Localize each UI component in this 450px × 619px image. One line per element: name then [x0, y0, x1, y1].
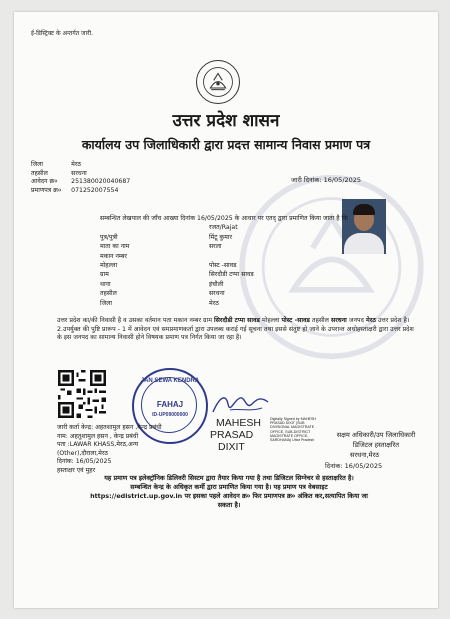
certificate-body: उत्तर प्रदेश का/की निवासी है व उसका वर्तमान पता मकान नम्बर ग्राम सिरदौडी टप्पा सावड मोहल्ला पोस्ट -सावड तहसील सरधना जनपद मेरठ उत्तर प्रदेश है। 2.उपर्युक्त की पुष्टि प्रारूप - 1 में आवेदन एवं समप्रमाणकर्ता द्वारा उपलब्ध कराई गई सूचना तथा इससे संतुष्ट हो जाने के उपरान्त अधोहस्ताक्षरी द्वारा उत्तर प्रदेश के इस जनपद का सामान्य निवासी होने विषयक प्रमाण पत्र निर्गत किया जा रहा है। [57, 317, 414, 342]
footer-note: यह प्रमाण पत्र इलेक्ट्रॉनिक डिलिवरी सिस्टम द्वारा तैयार किया गया है तथा डिजिटल सिग्नेचर से हस्ताक्षरित है। सम्बन्धित केन्द्र के अधिकृत कर्मी द्वारा प्रमाणित किया गया है। यह प्रमाण पत्र वेबसाइट https://edistrict.up.gov.in पर इसका पहले आवेदन क्र० फिर प्रमाणपत्र क्र० अंकित कर,सत्यापित किया जा सकता है। [29, 474, 429, 510]
digital-signature-details: Digitally Signed by MAHESH PRASAD DIXIT (SUB DIVISIONAL MAGISTRATE OFFICE, SUB-DISTRICT MAGISTRATE OFFICE, SARDHANA) Uttar Pradesh [270, 417, 316, 443]
detail-row-house: मकान नम्बर [100, 252, 127, 260]
meta-row-application-no: आवेदन क्र० 251380020040687 [31, 178, 131, 186]
issuing-center: जारी कर्ता केन्द्र: अहतशामुल हसन ,केन्द्र प्रबंधी [57, 424, 162, 431]
meta-table [31, 161, 140, 195]
details-intro: सम्बन्धित लेखपाल की जाँच आख्या दिनांक 16/05/2025 के आधार पर एतद् द्वारा प्रमाणित किया जाता है कि [100, 215, 348, 222]
issuer-address-line2: (Other),दौराला,मेरठ [57, 449, 108, 457]
detail-row-district: जिला मेरठ [100, 299, 219, 307]
verification-link-line: https://edistrict.up.gov.in पर इसका पहले आवेदन क्र० फिर प्रमाणपत्र क्र० अंकित कर,सत्यापित किया जा [90, 492, 368, 500]
detail-row-tehsil: तहसील सरधना [100, 290, 225, 298]
certificate-subtitle: कार्यालय उप जिलाधिकारी द्वारा प्रदत्त सामान्य निवास प्रमाण पत्र [81, 137, 371, 152]
issuer-date: दिनांक: 16/05/2025 [57, 458, 112, 466]
up-emblem-icon [196, 60, 240, 104]
qr-code [58, 370, 106, 418]
handwritten-signature [210, 390, 272, 420]
issue-date: जारी दिनांक: 16/05/2025 [291, 176, 362, 184]
issuer-address-line1: पता :LAWAR KHASS,मेरठ,अन्य [57, 441, 139, 449]
detail-row-mother: माता का नाम सरला [100, 243, 222, 251]
post-highlight: पोस्ट -सावड [281, 317, 310, 324]
detail-row-police-station: थाना इंचौली [100, 280, 224, 288]
detail-row-parent: पुत्र/पुत्री मिंटू कुमार [100, 233, 232, 241]
authority-location: सरधना,मेरठ [350, 451, 380, 459]
detail-row-locality: मोहल्ला पोस्ट -सावड [100, 262, 237, 270]
village-highlight: सिरदौडी टप्पा सावड [214, 317, 260, 324]
detail-row-village: ग्राम सिरदौडी टप्पा सावड [100, 271, 254, 279]
issuing-center-block [57, 424, 162, 476]
meta-row-certificate-no: प्रमाणपत्र क्र० 071252007554 [31, 186, 119, 194]
certificate-page: ई-डिस्ट्रिक्ट के अन्तर्गत जारी. उत्तर प्रदेश शासन कार्यालय उप जिलाधिकारी द्वारा प्रदत्त सामान्य निवास प्रमाण पत्र जिला मेरठ तहसील सरधना आवेदन क्र० 251380020040687 प्रमाणपत्र क्र० 071252007554 जारी दिनांक: 16/05/2025 सम्बन्धित लेखपाल की जाँच आख्या दिनांक 16/05/2025 के आधार पर एतद् द्वारा प्रमाणित किया जाता है कि रजत/Rajat पुत्र/पुत्री मिंटू कुमार माता का नाम सरला मकान नम्बर मोहल्ला पोस्ट -सावड ग्राम सिरदौडी टप्पा सावड थाना इंचौली तहसील सरधना जिला मेरठ उत्तर प्रदेश का/की निवासी है व उसका वर्तमान पता मकान नम्बर ग्राम सिरदौडी टप्पा सावड मोहल्ला पोस्ट -सावड तहसील सरधना जनपद मेरठ उत्तर प्रदेश है। 2.उपर्युक्त की पुष्टि प्रारूप - 1 में आवेदन एवं समप्रमाणकर्ता द्वारा उपलब्ध कराई गई सूचना तथा इससे संतुष्ट हो जाने के उपरान्त अधोहस्ताक्षरी द्वारा उत्तर प्रदेश के इस जनपद का सामान्य निवासी होने विषयक प्रमाण पत्र निर्गत किया जा रहा है। JAN SEWA KENDRA FAHAJ ID-UP09000000 जारी कर्ता केन्द्र: अहतशामुल हसन ,केन्द्र प्रबंधी नाम: अहतुशामुल हसन , केन्द्र प्रबंधी पता :LAWAR KHASS,मेरठ,अन्य (Other),दौराला,मेरठ दिनांक: 16/05/2025 हस्ताक्षर एवं मुहर MAHESH PRASAD DIXIT Digitally Signed by MAHESH PRASAD DIXIT (SUB DIVISIONAL MAGISTRATE OFFICE, SUB-DISTRICT MAGISTRATE OFFICE, SARDHANA) Uttar Pradesh सक्षम अधिकारी/उप जिलाधिकारी डिजिटल हस्ताक्षरित सरधना,मेरठ दिनांक: 16/05/2025 यह प्रमाण पत्र इलेक्ट्रॉनिक डिलिवरी सिस्टम द्वारा तैयार किया गया है तथा डिजिटल सिग्नेचर से हस्ताक्षरित है। सम्बन्धित केन्द्र के अधिकृत कर्मी द्वारा प्रमाणित किया गया है। यह प्रमाण पत्र वेबसाइट https://edistrict.up.gov.in पर इसका पहले आवेदन क्र० फिर प्रमाणपत्र क्र० अंकित कर,सत्यापित किया जा सकता है। [14, 12, 438, 608]
authority-signature: सक्षम अधिकारी/उप जिलाधिकारी डिजिटल हस्ताक्षरित [336, 431, 416, 449]
issuer-signature-label: हस्ताक्षर एवं मुहर [57, 466, 96, 474]
meta-row-district: जिला मेरठ [31, 161, 81, 168]
header-note: ई-डिस्ट्रिक्ट के अन्तर्गत जारी. [31, 30, 93, 37]
meta-row-tehsil: तहसील सरधना [31, 169, 87, 177]
authority-date: दिनांक: 16/05/2025 [325, 462, 383, 470]
tehsil-highlight: सरधना [330, 317, 347, 324]
issuer-name: नाम: अहतुशामुल हसन , केन्द्र प्रबंधी [57, 432, 139, 440]
confirmation-paragraph: 2.उपर्युक्त की पुष्टि प्रारूप - 1 में आवेदन एवं समप्रमाणकर्ता द्वारा उपलब्ध कराई गई सूचना तथा इससे संतुष्ट हो जाने के उपरान्त अधोहस्ताक्षरी द्वारा उत्तर प्रदेश के इस जनपद का सामान्य निवासी होने विषयक प्रमाण पत्र निर्गत किया जा रहा है। [57, 325, 414, 342]
jan-sewa-kendra-seal: JAN SEWA KENDRA FAHAJ ID-UP09000000 [132, 368, 208, 444]
page-title: उत्तर प्रदेश शासन [172, 111, 280, 131]
detail-row-name: रजत/Rajat [209, 224, 238, 232]
details-table [100, 214, 360, 308]
district-highlight: मेरठ [365, 317, 376, 324]
